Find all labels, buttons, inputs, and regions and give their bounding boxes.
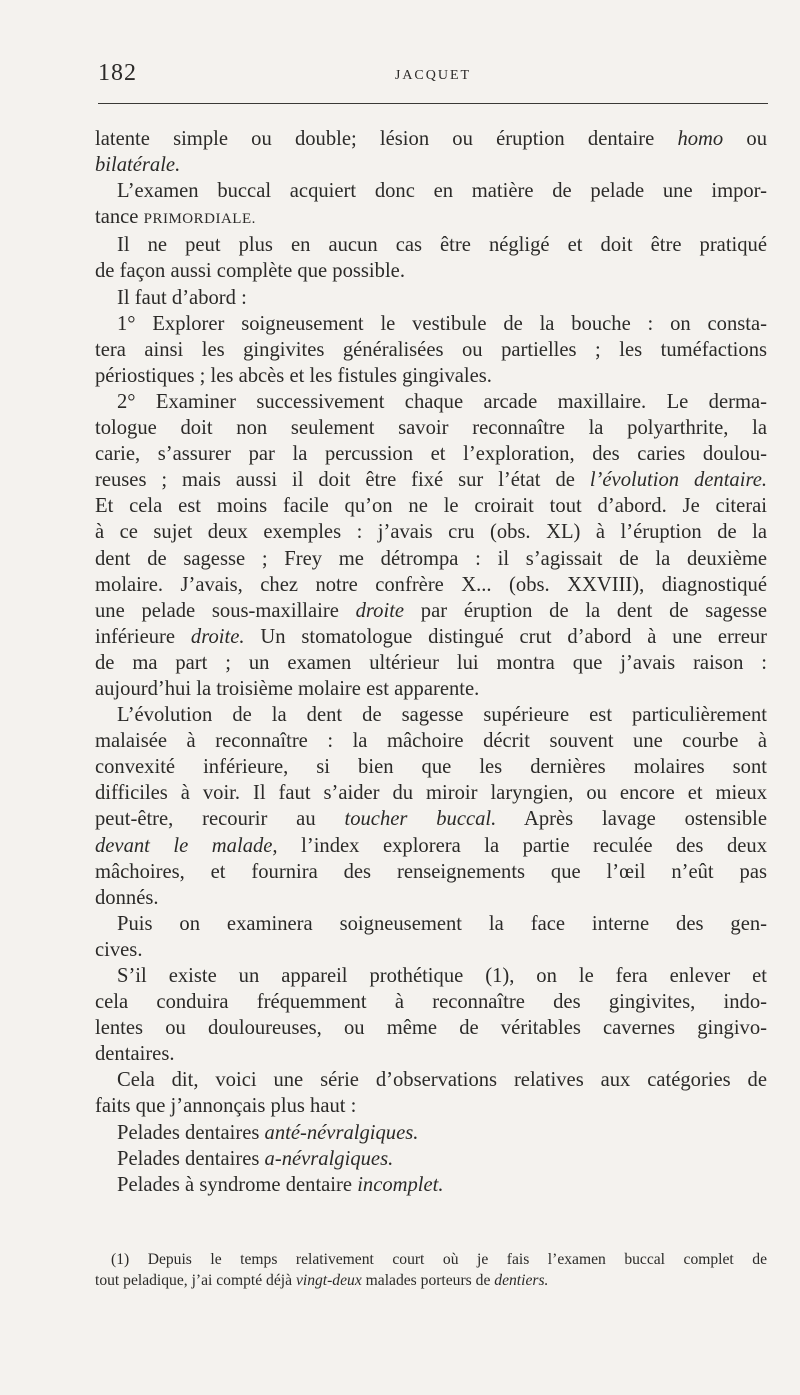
text-line: tance PRIMORDIALE.	[95, 206, 256, 229]
text-line: à ce sujet deux exemples : j’avais cru (obs. XL) à l’éruption de la	[95, 521, 767, 544]
text-line: L’évolution de la dent de sagesse supérieure est particulièrement	[117, 704, 767, 727]
text-line: devant le malade, l’index explorera la partie reculée des deux	[95, 834, 767, 857]
footnote-line: (1) Depuis le temps relativement court où je fais l’examen buccal complet de	[111, 1251, 767, 1268]
text-line: latente simple ou double; lésion ou éruption dentaire homo ou	[95, 128, 768, 150]
running-title: JACQUET	[394, 68, 472, 83]
text-line: Cela dit, voici une série d’observations relatives aux catégories de	[117, 1069, 767, 1092]
text-line: 1° Explorer soigneusement le vestibule de la bouche : on consta-	[117, 312, 767, 335]
text-line: Pelades à syndrome dentaire incomplet.	[117, 1173, 444, 1196]
text-line: carie, s’assurer par la percussion et l’exploration, des caries doulou-	[95, 443, 767, 466]
text-line: aujourd’hui la troisième molaire est apparente.	[95, 677, 480, 700]
text-line: donnés.	[95, 886, 159, 909]
text-line: de ma part ; un examen ultérieur lui montra que j’avais raison :	[95, 651, 767, 674]
text-line: tera ainsi les gingivites généralisées ou partielles ; les tuméfactions	[95, 338, 767, 361]
text-line: Il ne peut plus en aucun cas être négligé et doit être pratiqué	[117, 234, 767, 257]
body-text	[95, 126, 767, 1198]
text-line: Pelades dentaires a-névralgiques.	[117, 1147, 394, 1170]
text-line: dent de sagesse ; Frey me détrompa : il s’agissait de la deuxième	[95, 547, 767, 570]
text-line: faits que j’annonçais plus haut :	[95, 1095, 357, 1118]
header-rule	[98, 103, 768, 104]
text-line: malaisée à reconnaître : la mâchoire décrit souvent une courbe à	[95, 730, 767, 753]
text-line: une pelade sous-maxillaire droite par éruption de la dent de sagesse	[95, 599, 768, 622]
text-line: 2° Examiner successivement chaque arcade maxillaire. Le derma-	[117, 390, 767, 413]
text-line: Et cela est moins facile qu’on ne le croirait tout d’abord. Je citerai	[95, 495, 767, 518]
text-line: bilatérale.	[95, 154, 181, 177]
text-line: dentaires.	[95, 1043, 175, 1066]
text-line: mâchoires, et fournira des renseignements que l’œil n’eût pas	[95, 860, 767, 883]
text-line: tologue doit non seulement savoir reconnaître la polyarthrite, la	[95, 417, 767, 440]
text-line: molaire. J’avais, chez notre confrère X... (obs. XXVIII), diagnostiqué	[95, 573, 767, 596]
text-line: reuses ; mais aussi il doit être fixé sur l’état de l’évolution dentaire.	[95, 469, 767, 492]
text-line: convexité inférieure, si bien que les dernières molaires sont	[95, 756, 767, 779]
text-line: L’examen buccal acquiert donc en matière de pelade une impor-	[117, 180, 767, 203]
text-line: Pelades dentaires anté-névralgiques.	[117, 1121, 419, 1144]
text-line: S’il existe un appareil prothétique (1), on le fera enlever et	[117, 965, 767, 987]
text-line: peut-être, recourir au toucher buccal. Après lavage ostensible	[95, 808, 767, 831]
text-line: inférieure droite. Un stomatologue distingué crut d’abord à une erreur	[95, 625, 768, 648]
footnote-line: tout peladique, j’ai compté déjà vingt-deux malades porteurs de dentiers.	[95, 1272, 549, 1289]
text-line: Puis on examinera soigneusement la face interne des gen-	[117, 912, 767, 935]
text-line: Il faut d’abord :	[117, 286, 247, 309]
text-line: cives.	[95, 938, 143, 961]
text-line: difficiles à voir. Il faut s’aider du miroir laryngien, ou encore et mieux	[95, 782, 767, 805]
text-line: périostiques ; les abcès et les fistules gingivales.	[95, 364, 492, 387]
page-header	[98, 60, 768, 96]
footnote	[95, 1249, 767, 1291]
text-line: de façon aussi complète que possible.	[95, 260, 405, 283]
text-line: cela conduira fréquemment à reconnaître des gingivites, indo-	[95, 991, 767, 1014]
text-line: lentes ou douloureuses, ou même de véritables cavernes gingivo-	[95, 1017, 767, 1040]
page-number: 182	[98, 60, 137, 86]
